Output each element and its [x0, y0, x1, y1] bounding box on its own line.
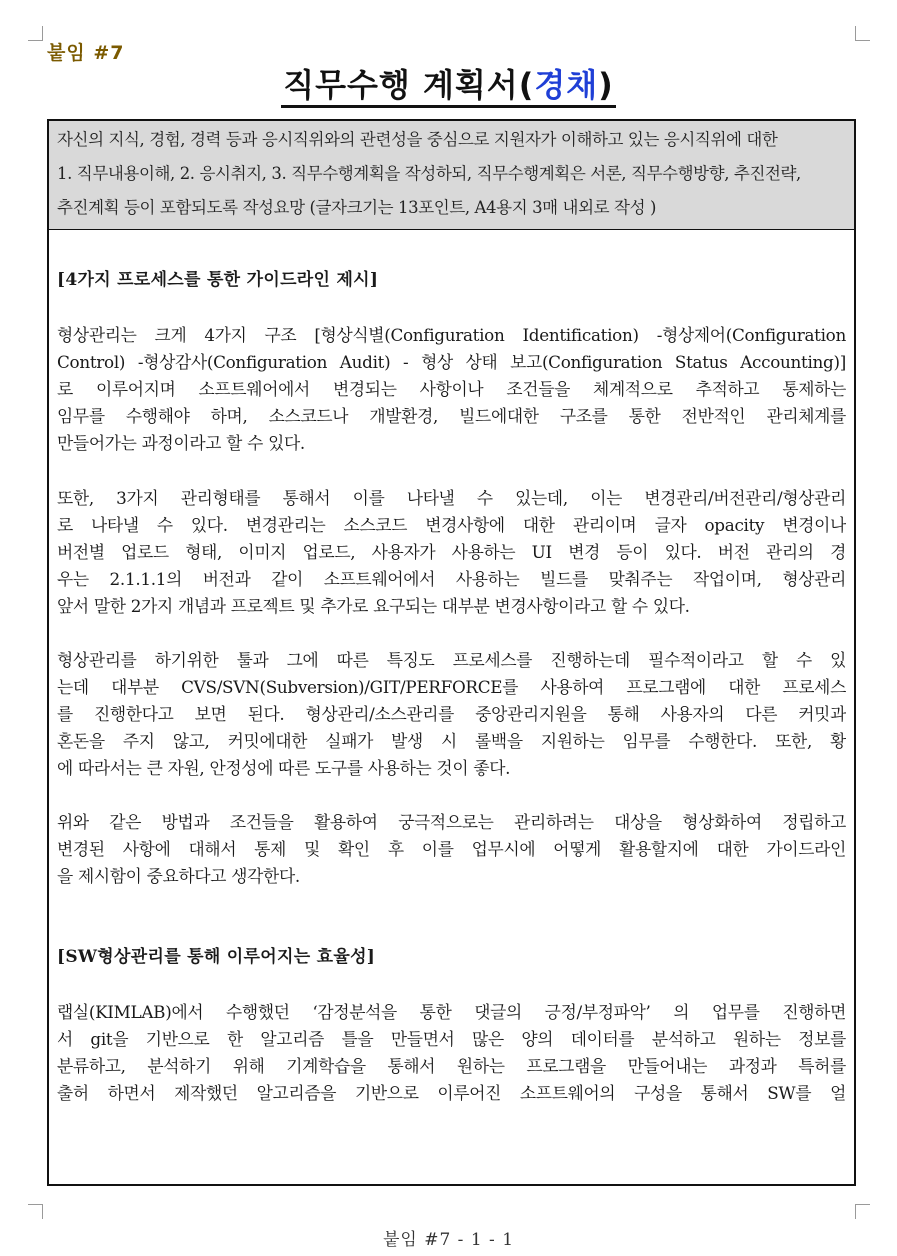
- crop-mark-bottom-left: [28, 1204, 43, 1219]
- section1-paragraph3: [57, 647, 846, 782]
- text-line: 을 제시함이 중요하다고 생각한다.: [57, 866, 300, 886]
- text-line: 혼돈을 주지 않고, 커밋에대한 실패가 발생 시 롤백을 지원하는 임무를 수행한다. 또한, 황: [57, 731, 846, 751]
- text-line: 형상관리를 하기위한 툴과 그에 따른 특징도 프로세스를 진행하는데 필수적이라고 할 수 있: [57, 650, 846, 670]
- text-line: 변경된 사항에 대해서 통제 및 확인 후 이를 업무시에 어떻게 활용할지에 대한 가이드라인: [57, 839, 846, 859]
- text-line: 랩실(KIMLAB)에서 수행했던 ‘감정분석을 통한 댓글의 긍정/부정파악’ 의 업무를 진행하면: [57, 1002, 846, 1022]
- instructions-box: [49, 121, 854, 230]
- text-line: 앞서 말한 2가지 개념과 프로젝트 및 추가로 요구되는 대부분 변경사항이라고 할 수 있다.: [57, 596, 690, 616]
- crop-mark-top-left: [28, 26, 43, 41]
- section1-paragraph2: [57, 485, 846, 620]
- instruction-line: 1. 직무내용이해, 2. 응시취지, 3. 직무수행계획을 작성하되, 직무수행계획은 서론, 직무수행방향, 추진전략,: [57, 164, 801, 183]
- attachment-label: 붙임 #7: [47, 42, 125, 64]
- text-line: 로 나타낼 수 있다. 변경관리는 소스코드 변경사항에 대한 관리이며 글자 opacity 변경이나: [57, 515, 846, 535]
- text-line: 를 진행한다고 보면 된다. 형상관리/소스관리를 중앙관리지원을 통해 사용자의 다른 커밋과: [57, 704, 846, 724]
- section2-paragraph1: [57, 999, 846, 1107]
- text-line: 버전별 업로드 형태, 이미지 업로드, 사용자가 사용하는 UI 변경 등이 있다. 버전 관리의 경: [57, 542, 846, 562]
- text-line: 또한, 3가지 관리형태를 통해서 이를 나타낼 수 있는데, 이는 변경관리/버전관리/형상관리: [57, 488, 846, 508]
- text-line: 위와 같은 방법과 조건들을 활용하여 궁극적으로는 관리하려는 대상을 형상화하여 정립하고: [57, 812, 846, 832]
- text-line: 로 이루어지며 소프트웨어에서 변경되는 사항이나 조건들을 체계적으로 추적하고 통제하는: [57, 379, 846, 399]
- document-body: [49, 224, 854, 1107]
- text-line: 분류하고, 분석하기 위해 기계학습을 통해서 원하는 프로그램을 만들어내는 과정과 특허를: [57, 1056, 846, 1076]
- instruction-line: 자신의 지식, 경험, 경력 등과 응시직위와의 관련성을 중심으로 지원자가 이해하고 있는 응시직위에 대한: [57, 130, 778, 149]
- text-line: 형상관리는 크게 4가지 구조 [형상식별(Configuration Identification) -형상제어(Configuration: [57, 325, 846, 345]
- crop-mark-top-right: [855, 26, 870, 41]
- text-line: 만들어가는 과정이라고 할 수 있다.: [57, 433, 305, 453]
- section2-heading: [SW형상관리를 통해 이루어지는 효율성]: [57, 947, 376, 967]
- title-main: 직무수행 계획서(: [283, 66, 535, 104]
- section1-paragraph1: [57, 322, 846, 457]
- section1-heading: [4가지 프로세스를 통한 가이드라인 제시]: [57, 270, 379, 290]
- document-frame: [47, 119, 856, 1186]
- text-line: 출허 하면서 제작했던 알고리즘을 기반으로 이루어진 소프트웨어의 구성을 통해서 SW를 얼: [57, 1083, 846, 1103]
- crop-mark-bottom-right: [855, 1204, 870, 1219]
- text-line: 임무를 수행해야 하며, 소스코드나 개발환경, 빌드에대한 구조를 통한 전반적인 관리체계를: [57, 406, 846, 426]
- text-line: Control) -형상감사(Configuration Audit) - 형상 상태 보고(Configuration Status Accounting)]: [57, 352, 846, 372]
- section1-paragraph4: [57, 809, 846, 890]
- text-line: 에 따라서는 큰 자원, 안정성에 따른 도구를 사용하는 것이 좋다.: [57, 758, 511, 778]
- page-footer: 붙임 #7 - 1 - 1: [382, 1230, 515, 1250]
- instruction-line: 추진계획 등이 포함되도록 작성요망 (글자크기는 13포인트, A4용지 3매 내외로 작성 ): [57, 198, 656, 217]
- title-end: ): [598, 66, 614, 104]
- text-line: 우는 2.1.1.1의 버전과 같이 소프트웨어에서 사용하는 빌드를 맞춰주는 작업이며, 형상관리: [57, 569, 846, 589]
- title-text: [281, 66, 616, 108]
- text-line: 서 git을 기반으로 한 알고리즘 틀을 만들면서 많은 양의 데이터를 분석하고 원하는 정보를: [57, 1029, 846, 1049]
- document-title: [0, 60, 897, 106]
- text-line: 는데 대부분 CVS/SVN(Subversion)/GIT/PERFORCE를 사용하여 프로그램에 대한 프로세스: [57, 677, 846, 697]
- title-highlight: 경채: [534, 66, 599, 104]
